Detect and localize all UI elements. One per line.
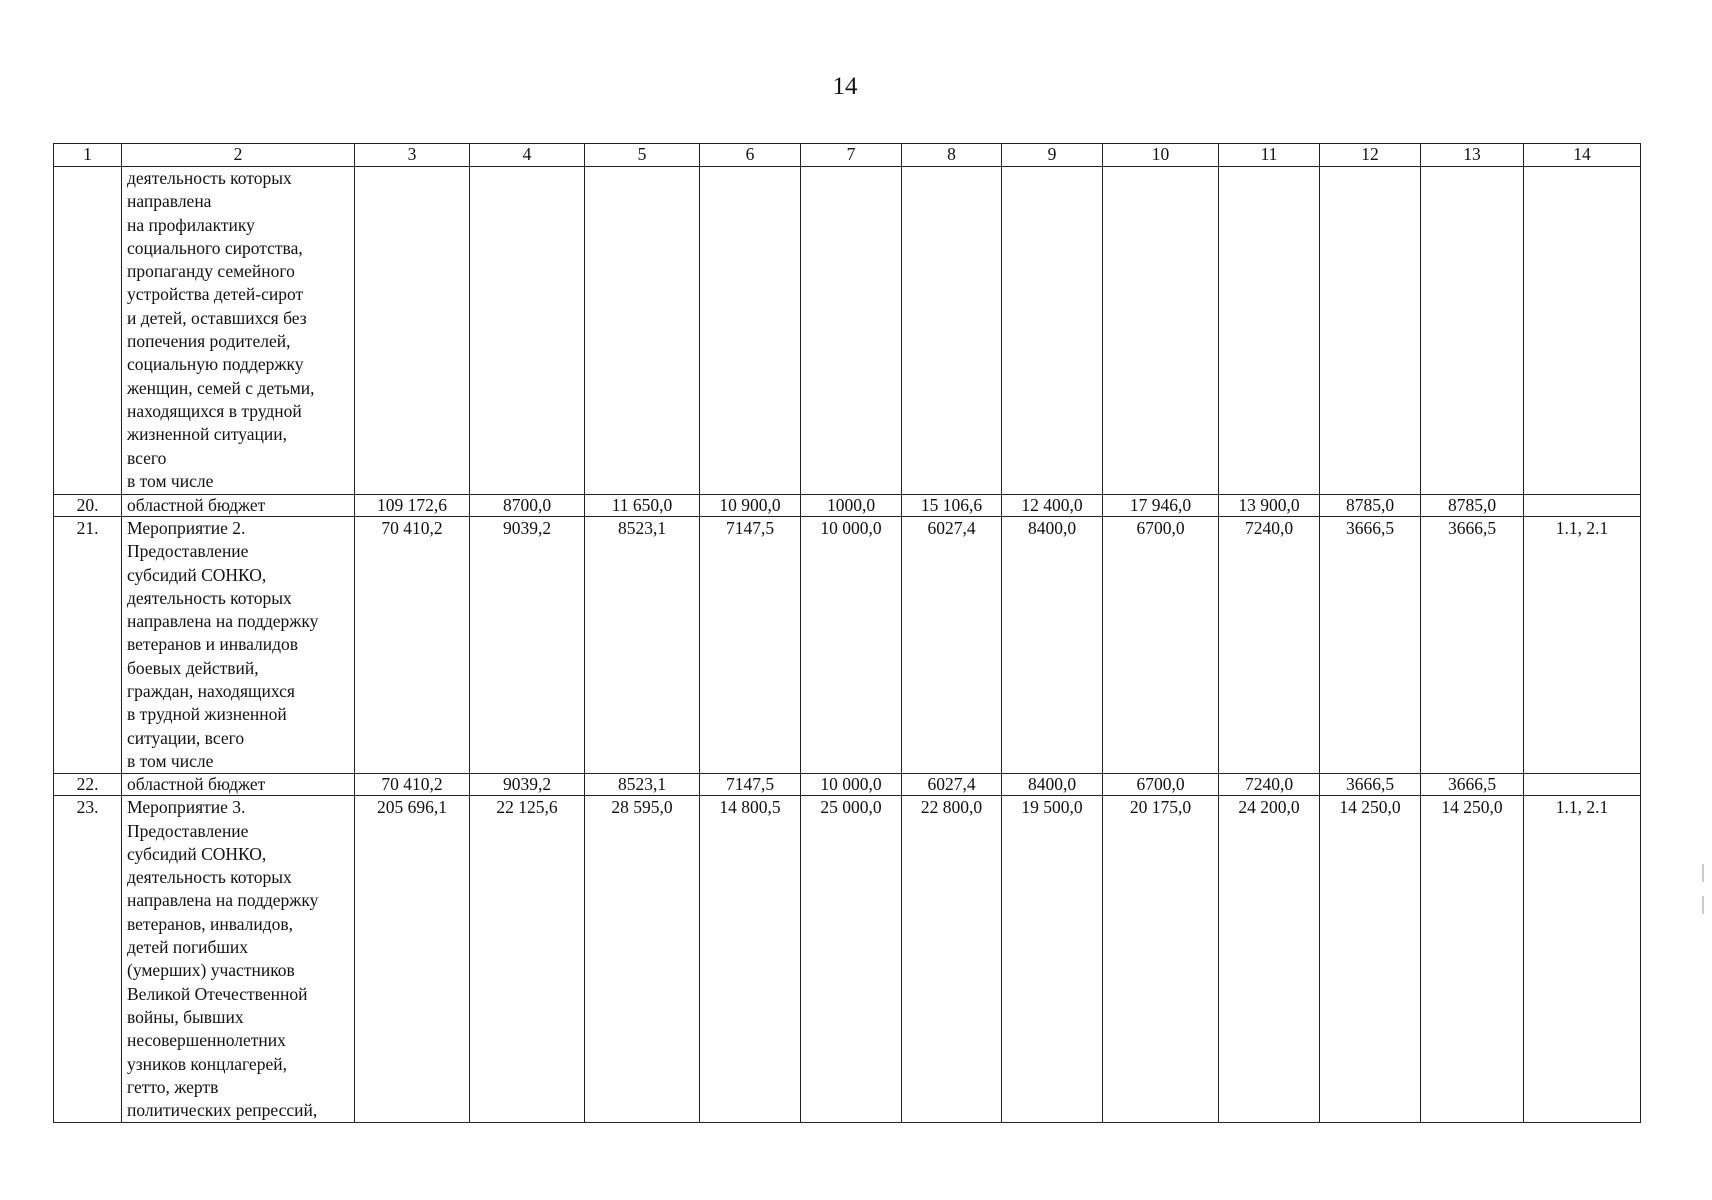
desc-line: субсидий СОНКО, xyxy=(127,564,267,585)
scan-artifact xyxy=(1702,896,1704,914)
desc-line: Мероприятие 3. xyxy=(127,797,246,818)
desc-line: попечения родителей, xyxy=(127,331,291,352)
desc-line: Великой Отечественной xyxy=(127,983,308,1004)
header-col-10: 10 xyxy=(1103,144,1219,167)
row-number: 22. xyxy=(54,774,122,796)
value-cell: 70 410,2 xyxy=(355,517,470,774)
desc-line: в том числе xyxy=(127,750,214,771)
value-cell: 3666,5 xyxy=(1320,517,1421,774)
desc-line: деятельность которых xyxy=(127,867,292,888)
value-cell: 8785,0 xyxy=(1320,495,1421,517)
value-cell: 28 595,0 xyxy=(585,796,700,1123)
value-cell: 109 172,6 xyxy=(355,495,470,517)
desc-line: войны, бывших xyxy=(127,1006,244,1027)
desc-line: боевых действий, xyxy=(127,657,259,678)
desc-line: пропаганду семейного xyxy=(127,261,295,282)
value-cell: 7147,5 xyxy=(700,774,801,796)
value-cell: 8400,0 xyxy=(1002,774,1103,796)
value-cell: 13 900,0 xyxy=(1219,495,1320,517)
value-cell: 8785,0 xyxy=(1421,495,1524,517)
value-cell xyxy=(355,167,470,495)
value-cell: 19 500,0 xyxy=(1002,796,1103,1123)
value-cell: 7147,5 xyxy=(700,517,801,774)
header-col-3: 3 xyxy=(355,144,470,167)
target-cell xyxy=(1524,167,1641,495)
value-cell: 22 125,6 xyxy=(470,796,585,1123)
desc-line: детей погибших xyxy=(127,937,248,958)
header-col-9: 9 xyxy=(1002,144,1103,167)
header-col-8: 8 xyxy=(902,144,1002,167)
value-cell xyxy=(585,167,700,495)
value-cell: 9039,2 xyxy=(470,517,585,774)
row-label: областной бюджет xyxy=(122,774,355,796)
value-cell xyxy=(1103,167,1219,495)
desc-line: узников концлагерей, xyxy=(127,1053,287,1074)
desc-line: женщин, семей с детьми, xyxy=(127,377,315,398)
header-col-6: 6 xyxy=(700,144,801,167)
desc-line: Предоставление xyxy=(127,820,249,841)
value-cell xyxy=(1219,167,1320,495)
target-cell: 1.1, 2.1 xyxy=(1524,796,1641,1123)
target-cell xyxy=(1524,495,1641,517)
table-header-row xyxy=(54,144,1641,167)
desc-line: граждан, находящихся xyxy=(127,681,295,702)
value-cell xyxy=(902,167,1002,495)
desc-line: на профилактику xyxy=(127,214,255,235)
desc-line: ветеранов и инвалидов xyxy=(127,634,299,655)
value-cell: 6027,4 xyxy=(902,774,1002,796)
desc-line: Предоставление xyxy=(127,541,249,562)
value-cell xyxy=(801,167,902,495)
row-description xyxy=(122,517,355,774)
header-col-2: 2 xyxy=(122,144,355,167)
value-cell: 25 000,0 xyxy=(801,796,902,1123)
desc-line: деятельность которых xyxy=(127,587,292,608)
value-cell: 10 900,0 xyxy=(700,495,801,517)
row-label: областной бюджет xyxy=(122,495,355,517)
value-cell xyxy=(1421,167,1524,495)
value-cell xyxy=(470,167,585,495)
desc-line: ветеранов, инвалидов, xyxy=(127,913,294,934)
desc-line: субсидий СОНКО, xyxy=(127,843,267,864)
desc-line: и детей, оставшихся без xyxy=(127,307,307,328)
desc-line: Мероприятие 2. xyxy=(127,518,246,538)
value-cell: 3666,5 xyxy=(1421,517,1524,774)
desc-line: жизненной ситуации, xyxy=(127,424,288,445)
header-col-1: 1 xyxy=(54,144,122,167)
value-cell: 3666,5 xyxy=(1421,774,1524,796)
value-cell: 7240,0 xyxy=(1219,774,1320,796)
table-row-22 xyxy=(54,774,1641,796)
row-description xyxy=(122,796,355,1123)
header-col-13: 13 xyxy=(1421,144,1524,167)
row-description xyxy=(122,167,355,495)
desc-line: в том числе xyxy=(127,470,214,491)
value-cell: 20 175,0 xyxy=(1103,796,1219,1123)
value-cell: 3666,5 xyxy=(1320,774,1421,796)
value-cell: 205 696,1 xyxy=(355,796,470,1123)
scan-artifact xyxy=(1702,864,1704,882)
row-number: 20. xyxy=(54,495,122,517)
header-col-11: 11 xyxy=(1219,144,1320,167)
header-col-5: 5 xyxy=(585,144,700,167)
desc-line: направлена на поддержку xyxy=(127,611,319,632)
value-cell: 6700,0 xyxy=(1103,774,1219,796)
desc-line: находящихся в трудной xyxy=(127,400,302,421)
row-number xyxy=(54,167,122,495)
value-cell: 14 250,0 xyxy=(1421,796,1524,1123)
desc-line: направлена xyxy=(127,191,212,212)
value-cell: 8523,1 xyxy=(585,774,700,796)
table-row-continued xyxy=(54,167,1641,495)
desc-line: социальную поддержку xyxy=(127,354,304,375)
desc-line: гетто, жертв xyxy=(127,1076,219,1097)
table-row-23 xyxy=(54,796,1641,1123)
desc-line: направлена на поддержку xyxy=(127,890,319,911)
desc-line: в трудной жизненной xyxy=(127,704,287,725)
value-cell: 24 200,0 xyxy=(1219,796,1320,1123)
value-cell: 11 650,0 xyxy=(585,495,700,517)
header-col-12: 12 xyxy=(1320,144,1421,167)
value-cell: 70 410,2 xyxy=(355,774,470,796)
value-cell: 8400,0 xyxy=(1002,517,1103,774)
header-col-4: 4 xyxy=(470,144,585,167)
desc-line: устройства детей-сирот xyxy=(127,284,304,305)
desc-line: (умерших) участников xyxy=(127,960,295,981)
page-number: 14 xyxy=(832,73,858,100)
value-cell: 14 250,0 xyxy=(1320,796,1421,1123)
value-cell: 6700,0 xyxy=(1103,517,1219,774)
value-cell: 8523,1 xyxy=(585,517,700,774)
desc-line: ситуации, всего xyxy=(127,727,245,748)
desc-line: деятельность которых xyxy=(127,168,292,188)
value-cell: 10 000,0 xyxy=(801,517,902,774)
value-cell: 1000,0 xyxy=(801,495,902,517)
desc-line: всего xyxy=(127,447,167,468)
value-cell xyxy=(1320,167,1421,495)
row-number: 23. xyxy=(54,796,122,1123)
value-cell: 10 000,0 xyxy=(801,774,902,796)
row-number: 21. xyxy=(54,517,122,774)
header-col-14: 14 xyxy=(1524,144,1641,167)
value-cell: 14 800,5 xyxy=(700,796,801,1123)
desc-line: политических репрессий, xyxy=(127,1100,318,1121)
value-cell: 6027,4 xyxy=(902,517,1002,774)
value-cell: 9039,2 xyxy=(470,774,585,796)
target-cell xyxy=(1524,774,1641,796)
value-cell: 17 946,0 xyxy=(1103,495,1219,517)
target-cell: 1.1, 2.1 xyxy=(1524,517,1641,774)
desc-line: социального сиротства, xyxy=(127,237,303,258)
value-cell: 7240,0 xyxy=(1219,517,1320,774)
desc-line: несовершеннолетних xyxy=(127,1030,286,1051)
value-cell xyxy=(1002,167,1103,495)
value-cell: 8700,0 xyxy=(470,495,585,517)
value-cell xyxy=(700,167,801,495)
value-cell: 22 800,0 xyxy=(902,796,1002,1123)
header-col-7: 7 xyxy=(801,144,902,167)
table-row-21 xyxy=(54,517,1641,774)
budget-table xyxy=(53,143,1641,1123)
value-cell: 12 400,0 xyxy=(1002,495,1103,517)
table-row-20 xyxy=(54,495,1641,517)
value-cell: 15 106,6 xyxy=(902,495,1002,517)
